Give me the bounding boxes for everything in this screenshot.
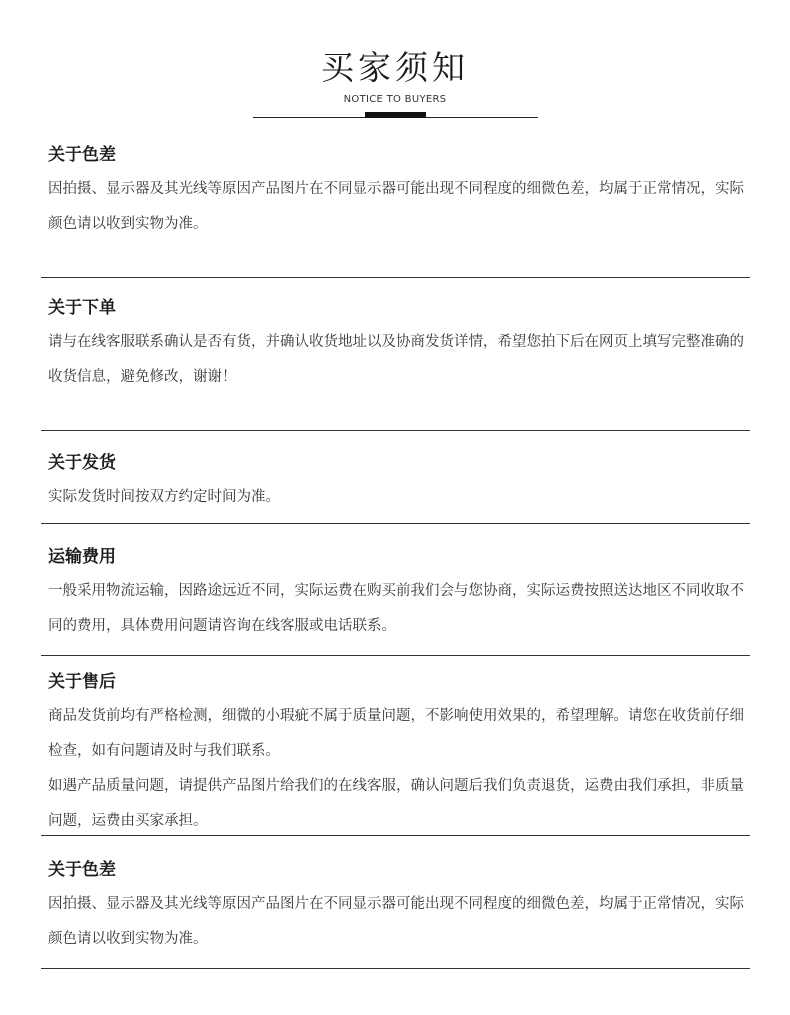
section-divider	[41, 968, 750, 969]
section-divider	[41, 277, 750, 278]
page-subtitle: NOTICE TO BUYERS	[343, 94, 447, 105]
section-body	[48, 574, 748, 644]
section-divider	[41, 835, 750, 836]
section-title: 关于售后	[48, 672, 116, 692]
section-after-sales	[41, 667, 750, 835]
section-shipping	[41, 448, 750, 523]
section-body	[48, 480, 748, 515]
section-paragraph: 因拍摄、显示器及其光线等原因产品图片在不同显示器可能出现不同程度的细微色差，均属于正常情况，实际颜色请以收到实物为准。	[48, 181, 744, 232]
section-divider	[41, 430, 750, 431]
page-header	[0, 0, 790, 125]
page-title: 买家须知	[321, 48, 469, 87]
section-color-difference	[41, 140, 750, 277]
section-paragraph: 一般采用物流运输，因路途远近不同，实际运费在购买前我们会与您协商，实际运费按照送达地区不同收取不同的费用，具体费用问题请咨询在线客服或电话联系。	[48, 583, 744, 634]
section-body	[48, 699, 748, 839]
section-paragraph: 商品发货前均有严格检测，细微的小瑕疵不属于质量问题，不影响使用效果的，希望理解。请您在收货前仔细检查，如有问题请及时与我们联系。	[48, 708, 744, 759]
section-body	[48, 887, 748, 957]
section-paragraph: 请与在线客服联系确认是否有货，并确认收货地址以及协商发货详情，希望您拍下后在网页上填写完整准确的收货信息，避免修改，谢谢！	[48, 334, 744, 385]
section-paragraph: 实际发货时间按双方约定时间为准。	[48, 489, 280, 505]
section-title: 关于下单	[48, 298, 116, 318]
section-title: 运输费用	[48, 547, 116, 567]
section-freight-cost	[41, 542, 750, 655]
section-divider	[41, 523, 750, 524]
section-divider	[41, 655, 750, 656]
section-paragraph: 如遇产品质量问题，请提供产品图片给我们的在线客服，确认问题后我们负责退货，运费由我们承担，非质量问题，运费由买家承担。	[48, 778, 744, 829]
section-title: 关于色差	[48, 145, 116, 165]
header-divider-accent	[365, 112, 426, 118]
section-color-difference-repeat	[41, 855, 750, 968]
section-paragraph: 因拍摄、显示器及其光线等原因产品图片在不同显示器可能出现不同程度的细微色差，均属于正常情况，实际颜色请以收到实物为准。	[48, 896, 744, 947]
section-ordering	[41, 293, 750, 430]
section-title: 关于色差	[48, 860, 116, 880]
section-body	[48, 325, 748, 395]
section-title: 关于发货	[48, 453, 116, 473]
section-body	[48, 172, 748, 242]
